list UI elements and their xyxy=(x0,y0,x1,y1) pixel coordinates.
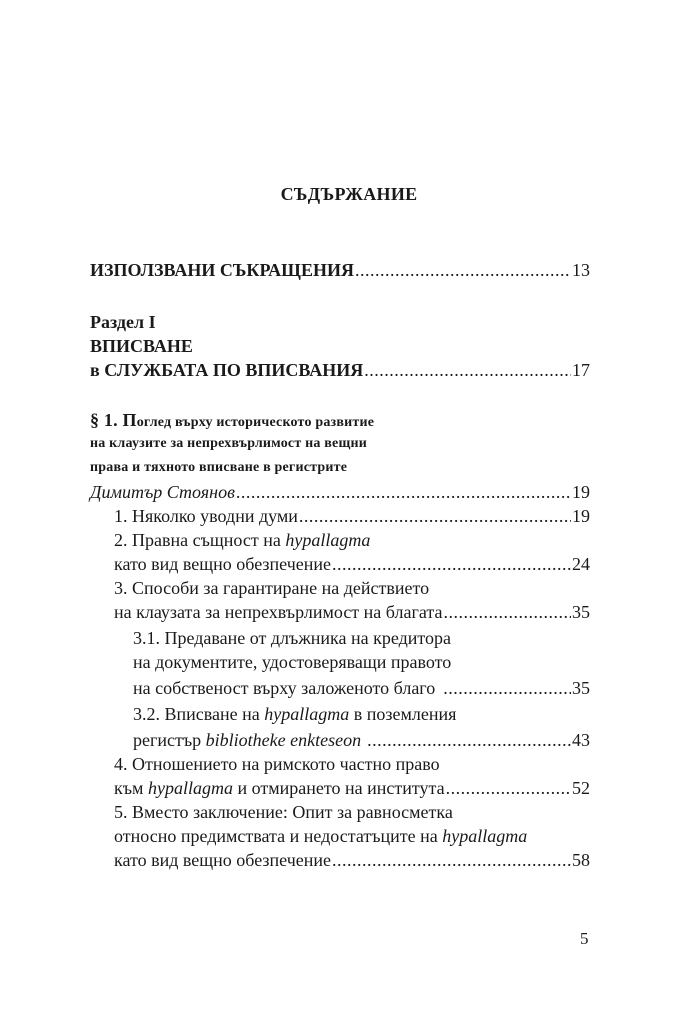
toc-page-number: 43 xyxy=(572,730,590,750)
chapter-title-line-3 xyxy=(90,456,590,480)
dot-leader xyxy=(355,258,571,282)
toc-entry-4-line-1 xyxy=(114,752,590,776)
section-label-text: Раздел I xyxy=(90,312,156,332)
toc-page-number: 35 xyxy=(572,678,590,698)
toc-entry-label: 1. Няколко уводни думи xyxy=(114,506,298,526)
toc-entry-term: bibliotheke enkteseon xyxy=(205,730,362,750)
toc-entry-3-2-line-1 xyxy=(133,702,590,726)
page-title: СЪДЪРЖАНИЕ xyxy=(280,184,418,204)
toc-entry-3-1[interactable] xyxy=(133,676,590,700)
toc-page-number: 52 xyxy=(572,778,590,798)
author-name: Димитър Стоянов xyxy=(90,482,235,502)
toc-entry-3-1-line-2 xyxy=(133,650,590,674)
chapter-title-text: права и тяхното вписване в регистрите xyxy=(90,460,348,475)
toc-entry-label: към xyxy=(114,778,144,798)
chapter-title-line-2 xyxy=(90,432,590,456)
toc-entry-label: 3.1. Предаване от длъжника на кредитора xyxy=(133,628,452,648)
dot-leader xyxy=(446,776,571,800)
toc-page-number: 24 xyxy=(572,554,590,574)
toc-entry-label: относно предимствата и недостатъците на xyxy=(114,826,438,846)
toc-entry-4[interactable] xyxy=(114,776,590,800)
dot-leader xyxy=(332,848,571,872)
dot-leader xyxy=(299,504,571,528)
chapter-title-text: на клаузите за непрехвърлимост на вещни xyxy=(90,436,368,451)
dot-leader xyxy=(443,600,571,624)
toc-page-number: 17 xyxy=(572,360,590,380)
toc-entry-label: в поземления xyxy=(353,704,457,724)
toc-entry-label: 3. Способи за гарантиране на действието xyxy=(114,578,430,598)
section-heading xyxy=(90,334,590,358)
toc-entry-label: 5. Вместо заключение: Опит за равносметка xyxy=(114,802,453,822)
toc-entry-label: и отмирането на института xyxy=(237,778,445,798)
toc-entry-term: hypallagma xyxy=(442,826,528,846)
toc-page-number: 58 xyxy=(572,850,590,870)
toc-entry-3-line-1 xyxy=(114,576,590,600)
toc-entry-label: на собственост върху заложеното благо xyxy=(133,678,436,698)
toc-entry-label: на документите, удостоверяващи правото xyxy=(133,652,452,672)
toc-entry-5-line-2 xyxy=(114,824,590,848)
toc-entry-5-line-1 xyxy=(114,800,590,824)
toc-entry-3-1-line-1 xyxy=(133,626,590,650)
toc-entry-abbreviations[interactable] xyxy=(90,258,590,282)
chapter-title-line-1 xyxy=(90,408,590,432)
toc-entry-3[interactable] xyxy=(114,600,590,624)
toc-entry-5[interactable] xyxy=(114,848,590,872)
toc-entry-term: hypallagma xyxy=(147,778,233,798)
toc-entry-section-subheading[interactable] xyxy=(90,358,590,382)
toc-entry-label: 4. Отношението на римското частно право xyxy=(114,754,440,774)
toc-entry-label: регистър xyxy=(133,730,202,750)
toc-entry-3-2[interactable] xyxy=(133,728,590,752)
toc-entry-2[interactable] xyxy=(114,552,590,576)
chapter-title-prefix: § 1. П xyxy=(90,410,137,430)
dot-leader xyxy=(332,552,571,576)
section-label xyxy=(90,310,590,334)
toc-entry-label: на клаузата за непрехвърлимост на благата xyxy=(114,602,443,622)
toc-entry-label: 2. Правна същност на xyxy=(114,530,281,550)
dot-leader xyxy=(236,480,571,504)
toc-entry-term: hypallagma xyxy=(285,530,371,550)
toc-entry-author[interactable] xyxy=(90,480,590,504)
dot-leader xyxy=(443,676,571,700)
toc-entry-2-line-1 xyxy=(114,528,590,552)
section-subheading-text: в СЛУЖБАТА ПО ВПИСВАНИЯ xyxy=(90,360,364,380)
toc-page-number: 13 xyxy=(572,260,590,280)
toc-page-number: 19 xyxy=(572,506,590,526)
page-number: 5 xyxy=(580,929,589,948)
toc-page-number: 35 xyxy=(572,602,590,622)
dot-leader xyxy=(364,358,571,382)
dot-leader xyxy=(367,728,571,752)
chapter-title-text: оглед върху историческото развитие xyxy=(136,415,375,430)
section-heading-text: ВПИСВАНЕ xyxy=(90,336,193,356)
toc-entry-label: 3.2. Вписване на xyxy=(133,704,260,724)
toc-entry-1[interactable] xyxy=(114,504,590,528)
toc-entry-term: hypallagma xyxy=(264,704,350,724)
toc-entry-label: ИЗПОЛЗВАНИ СЪКРАЩЕНИЯ xyxy=(90,260,354,280)
toc-page-number: 19 xyxy=(572,482,590,502)
toc-entry-label: като вид вещно обезпечение xyxy=(114,850,332,870)
toc-entry-label: като вид вещно обезпечение xyxy=(114,554,332,574)
